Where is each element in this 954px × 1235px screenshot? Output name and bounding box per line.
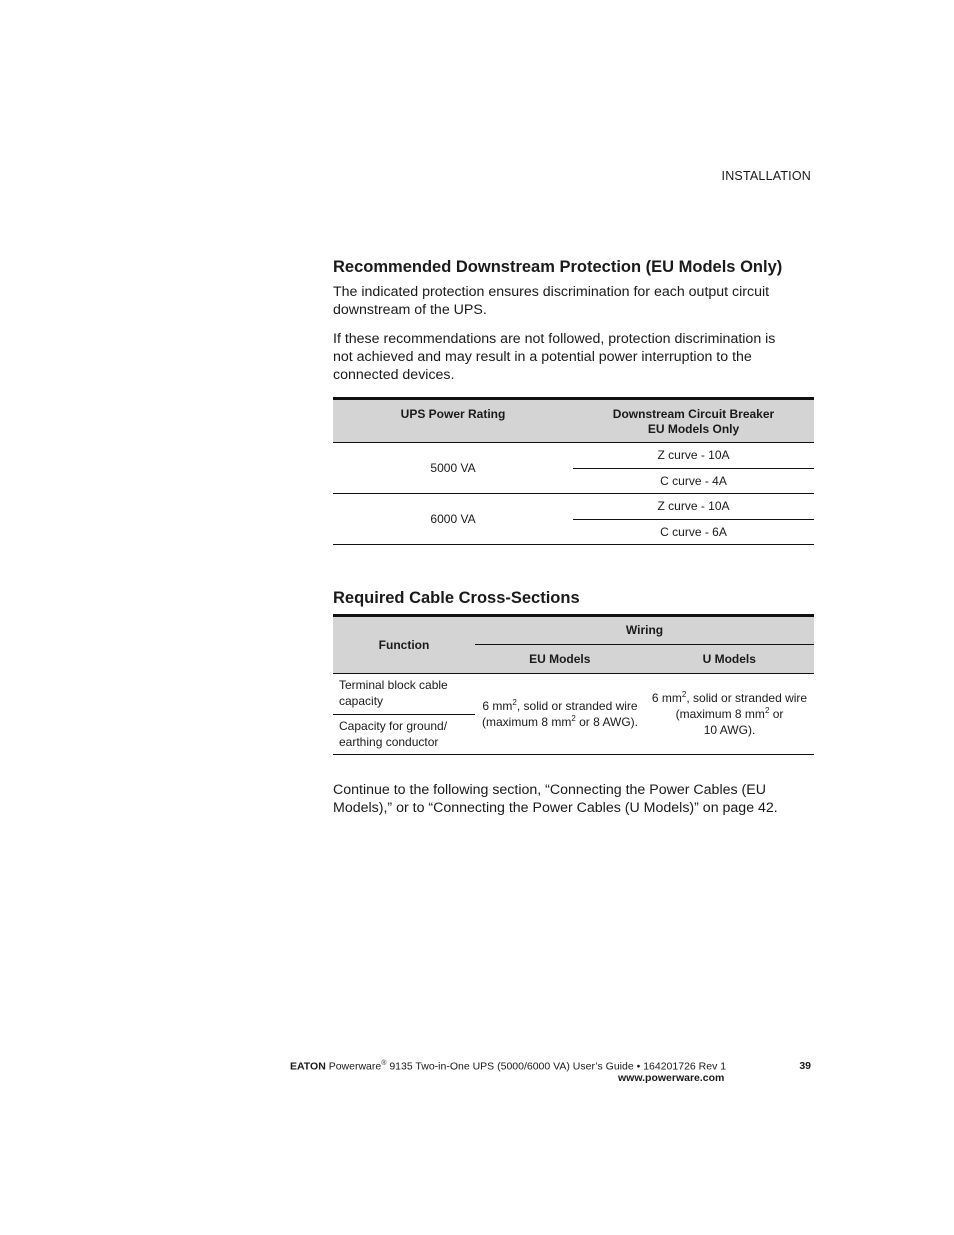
value-text: (maximum 8 mm <box>481 715 572 729</box>
section-title-cable-cross-sections: Required Cable Cross-Sections <box>333 589 580 607</box>
function-cell <box>333 714 475 754</box>
value-text: 6 mm <box>482 699 513 713</box>
paragraph-protection-intro <box>333 283 814 319</box>
header-function: Function <box>333 617 475 673</box>
text-line: Capacity for ground/ <box>339 719 448 733</box>
value-text: (maximum 8 mm <box>675 707 765 721</box>
superscript: 2 <box>512 698 517 707</box>
header-downstream-breaker <box>573 400 814 442</box>
header-wiring: Wiring <box>475 617 814 645</box>
rating-cell: 5000 VA <box>430 461 476 475</box>
table-row <box>333 493 814 544</box>
header-eu-models: EU Models <box>529 652 591 666</box>
table-row <box>333 443 814 493</box>
function-column <box>333 674 475 754</box>
table-body <box>333 674 814 754</box>
footer-product-line <box>290 1060 726 1073</box>
text-line: connected devices. <box>333 367 455 383</box>
text-line: Models),” or to “Connecting the Power Cables (U Models)” on page 42. <box>333 800 778 816</box>
text-line: Continue to the following section, “Connecting the Power Cables (EU <box>333 782 766 798</box>
value-text: , solid or stranded wire <box>686 691 808 705</box>
table-header <box>333 617 814 674</box>
value-text: 10 AWG). <box>703 723 756 737</box>
registered-mark: ® <box>381 1060 387 1067</box>
text-line: earthing conductor <box>339 735 439 749</box>
value-text: or 8 AWG). <box>575 715 639 729</box>
header-u-models: U Models <box>702 652 756 666</box>
text-line: downstream of the UPS. <box>333 302 487 318</box>
rating-cell: 6000 VA <box>430 512 476 526</box>
paragraph-recommendations <box>333 330 814 384</box>
header-line: EU Models Only <box>647 422 740 436</box>
breaker-value: C curve - 4A <box>573 468 814 494</box>
footer-url[interactable]: www.powerware.com <box>618 1072 725 1084</box>
header-ups-power-rating: UPS Power Rating <box>400 407 506 421</box>
text-line: Terminal block cable <box>339 678 448 692</box>
superscript: 2 <box>764 706 770 715</box>
u-models-value <box>645 674 814 754</box>
table-header <box>333 400 814 443</box>
breaker-value: C curve - 6A <box>573 519 814 545</box>
footer-brand: EATON <box>290 1060 326 1073</box>
breakers-cell <box>573 494 814 544</box>
footer-product: Powerware <box>328 1060 382 1073</box>
downstream-protection-table <box>333 397 814 545</box>
function-cell <box>333 674 475 714</box>
running-head: INSTALLATION <box>721 169 811 183</box>
header-wiring-group <box>475 617 814 673</box>
text-line: not achieved and may result in a potential power interruption to the <box>333 349 752 365</box>
value-text: , solid or stranded wire <box>516 699 638 713</box>
superscript: 2 <box>681 690 687 699</box>
text-line: If these recommendations are not followed, protection discrimination is <box>333 331 776 347</box>
eu-models-value <box>475 674 645 754</box>
header-line: Downstream Circuit Breaker <box>612 407 775 421</box>
footer-doc-info: 9135 Two-in-One UPS (5000/6000 VA) User’s Guide • 164201726 Rev 1 <box>386 1060 727 1073</box>
section-title-downstream-protection: Recommended Downstream Protection (EU Models Only) <box>333 258 783 276</box>
superscript: 2 <box>571 714 576 723</box>
header-models <box>475 645 814 673</box>
page-number: 39 <box>799 1060 811 1072</box>
text-line: The indicated protection ensures discrimination for each output circuit <box>333 284 770 300</box>
paragraph-continue <box>333 781 814 817</box>
value-text: or <box>769 707 784 721</box>
cable-cross-section-table <box>333 614 814 755</box>
breakers-cell <box>573 443 814 493</box>
value-text: 6 mm <box>651 691 682 705</box>
breaker-value: Z curve - 10A <box>657 499 730 513</box>
text-line: capacity <box>339 694 384 708</box>
breaker-value: Z curve - 10A <box>657 448 730 462</box>
